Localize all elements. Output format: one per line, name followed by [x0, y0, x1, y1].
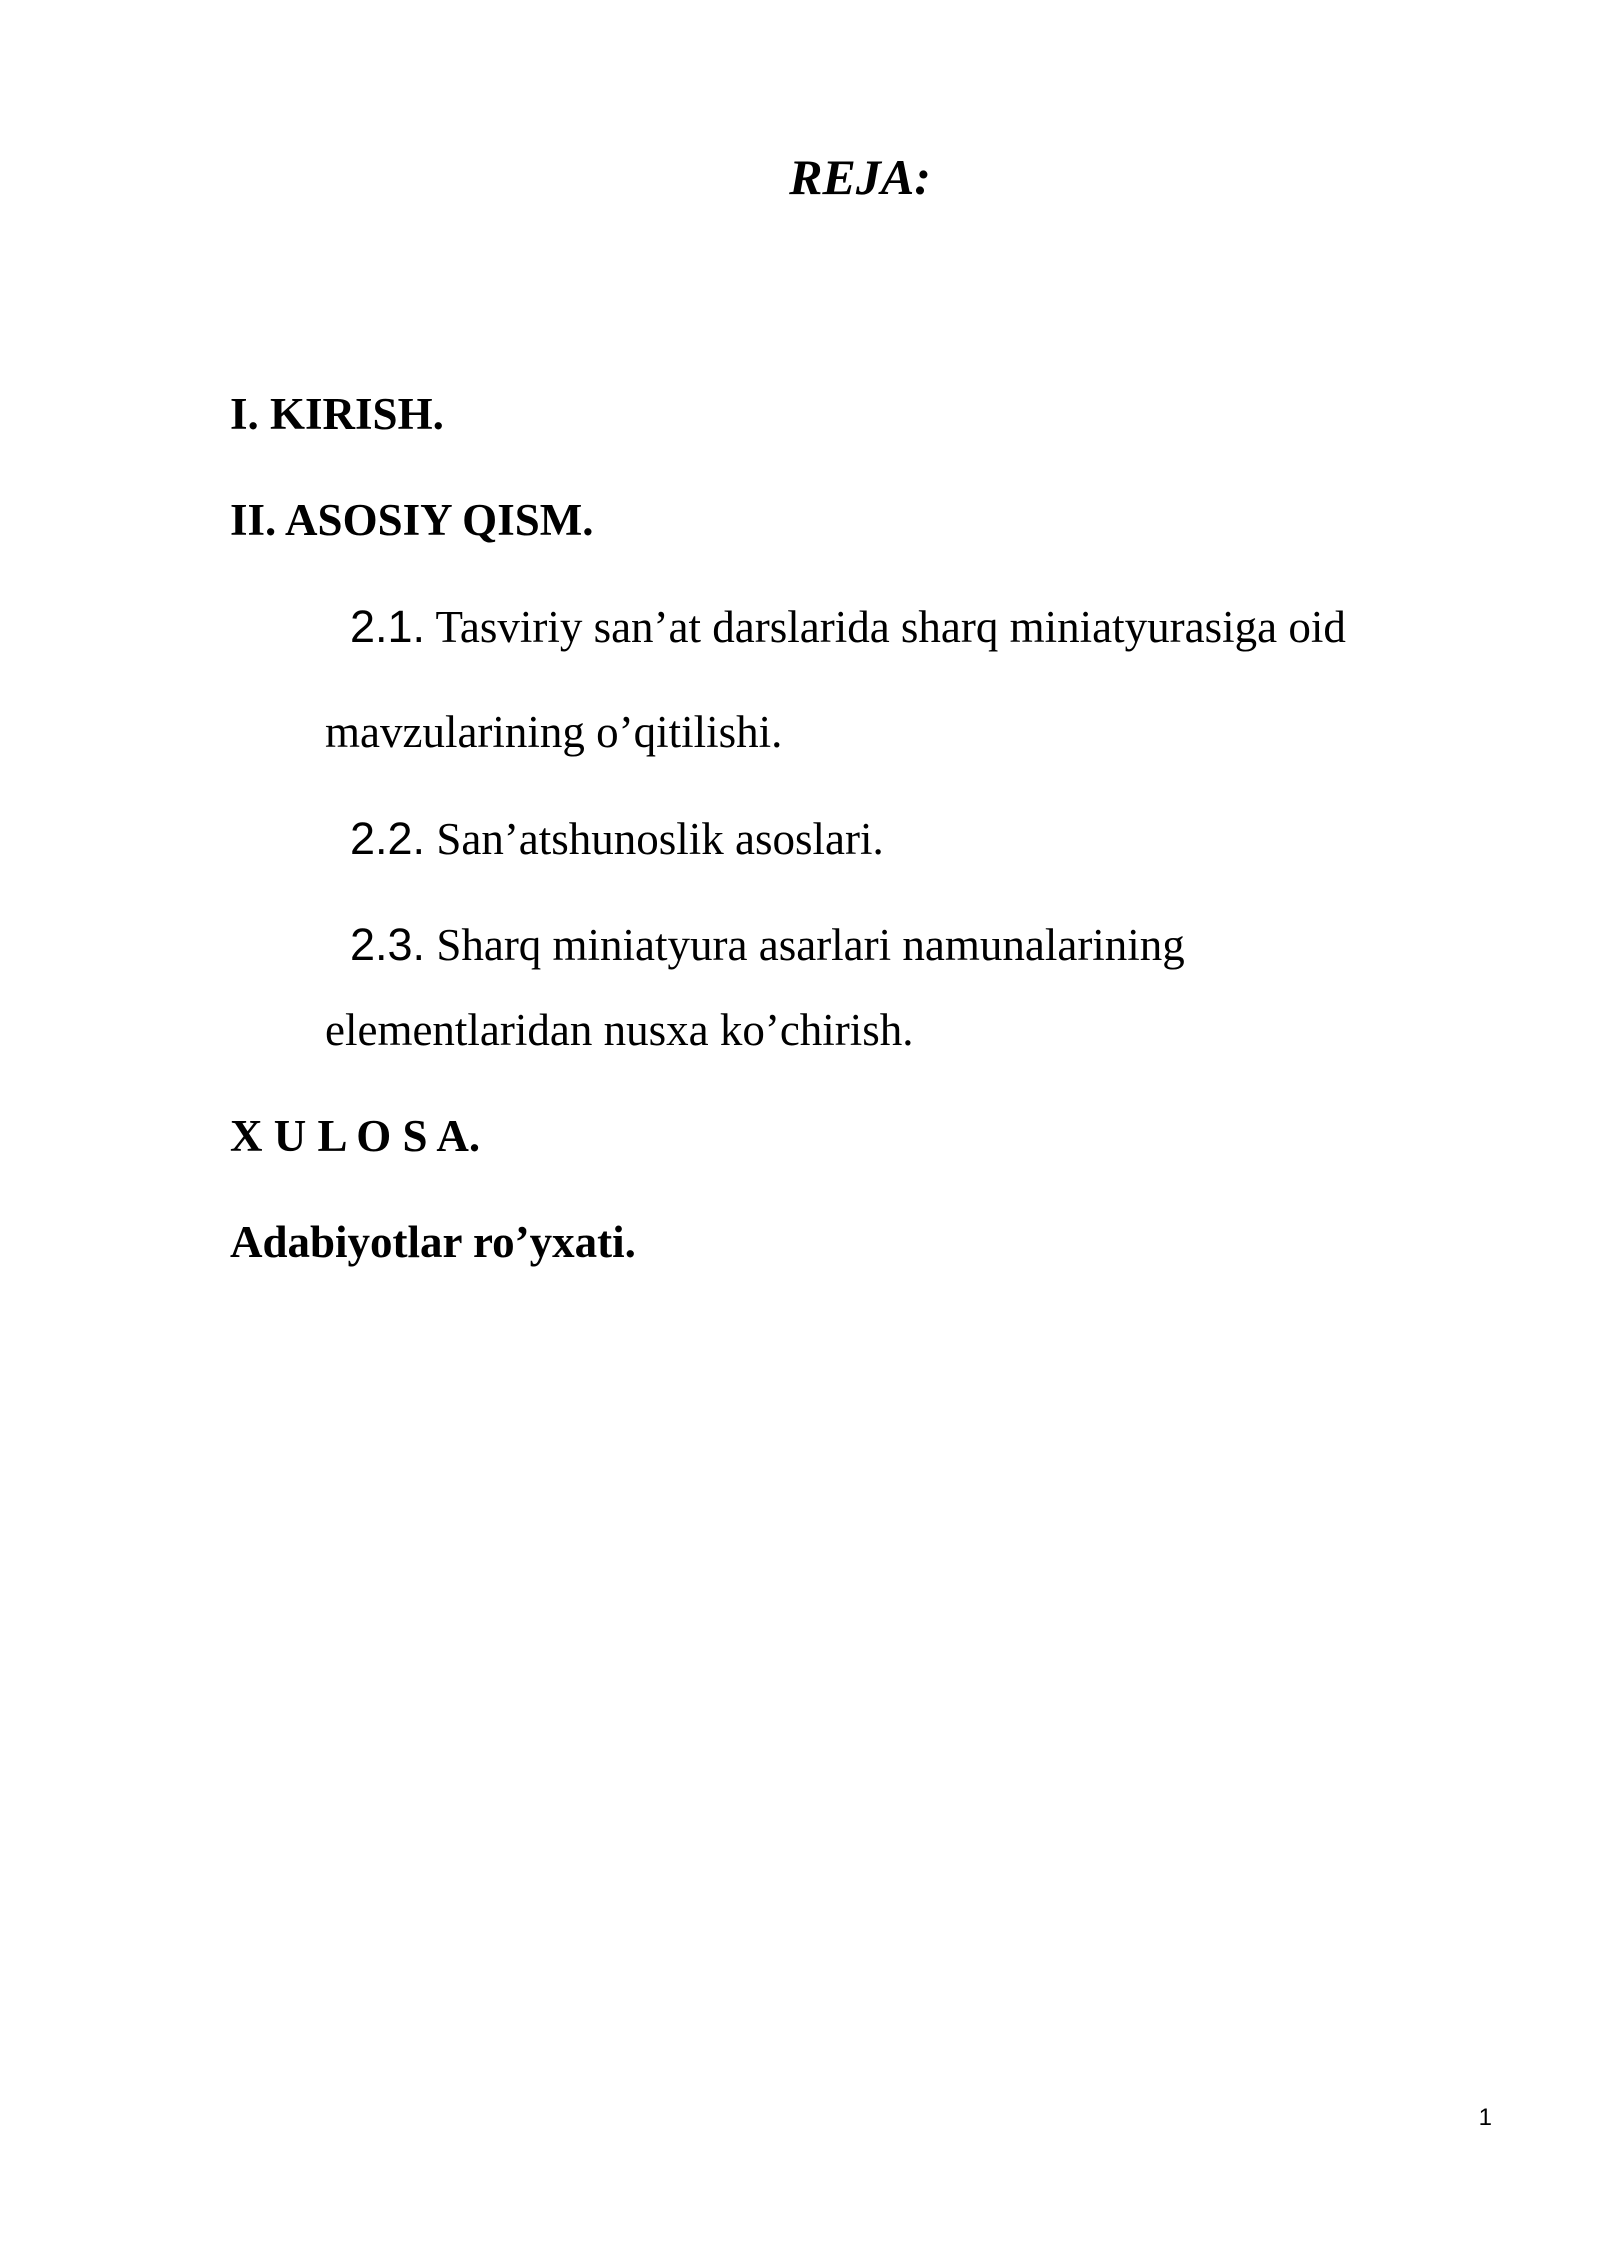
- subsection-text: San’atshunoslik asoslari.: [436, 814, 884, 864]
- subsection-2-3-line1: [350, 919, 1185, 970]
- subsection-number: 2.3.: [350, 919, 426, 970]
- section-asosiy-qism: II. ASOSIY QISM.: [230, 495, 594, 545]
- section-references: Adabiyotlar ro’yxati.: [230, 1217, 636, 1267]
- subsection-2-1-line1: [350, 601, 1346, 652]
- page-title: REJA:: [789, 149, 931, 205]
- section-kirish: I. KIRISH.: [230, 389, 444, 439]
- subsection-2-3-line2: elementlaridan nusxa ko’chirish.: [325, 1005, 914, 1055]
- subsection-2-1-line2: mavzularining o’qitilishi.: [325, 707, 783, 757]
- section-xulosa: X U L O S A.: [230, 1111, 481, 1161]
- subsection-2-2: [350, 813, 884, 864]
- subsection-number: 2.1.: [350, 601, 426, 652]
- subsection-text: Sharq miniatyura asarlari namunalarining: [436, 920, 1185, 970]
- page-number: 1: [1478, 2104, 1492, 2131]
- subsection-number: 2.2.: [350, 813, 426, 864]
- subsection-text: Tasviriy san’at darslarida sharq miniatyurasiga oid: [435, 602, 1346, 652]
